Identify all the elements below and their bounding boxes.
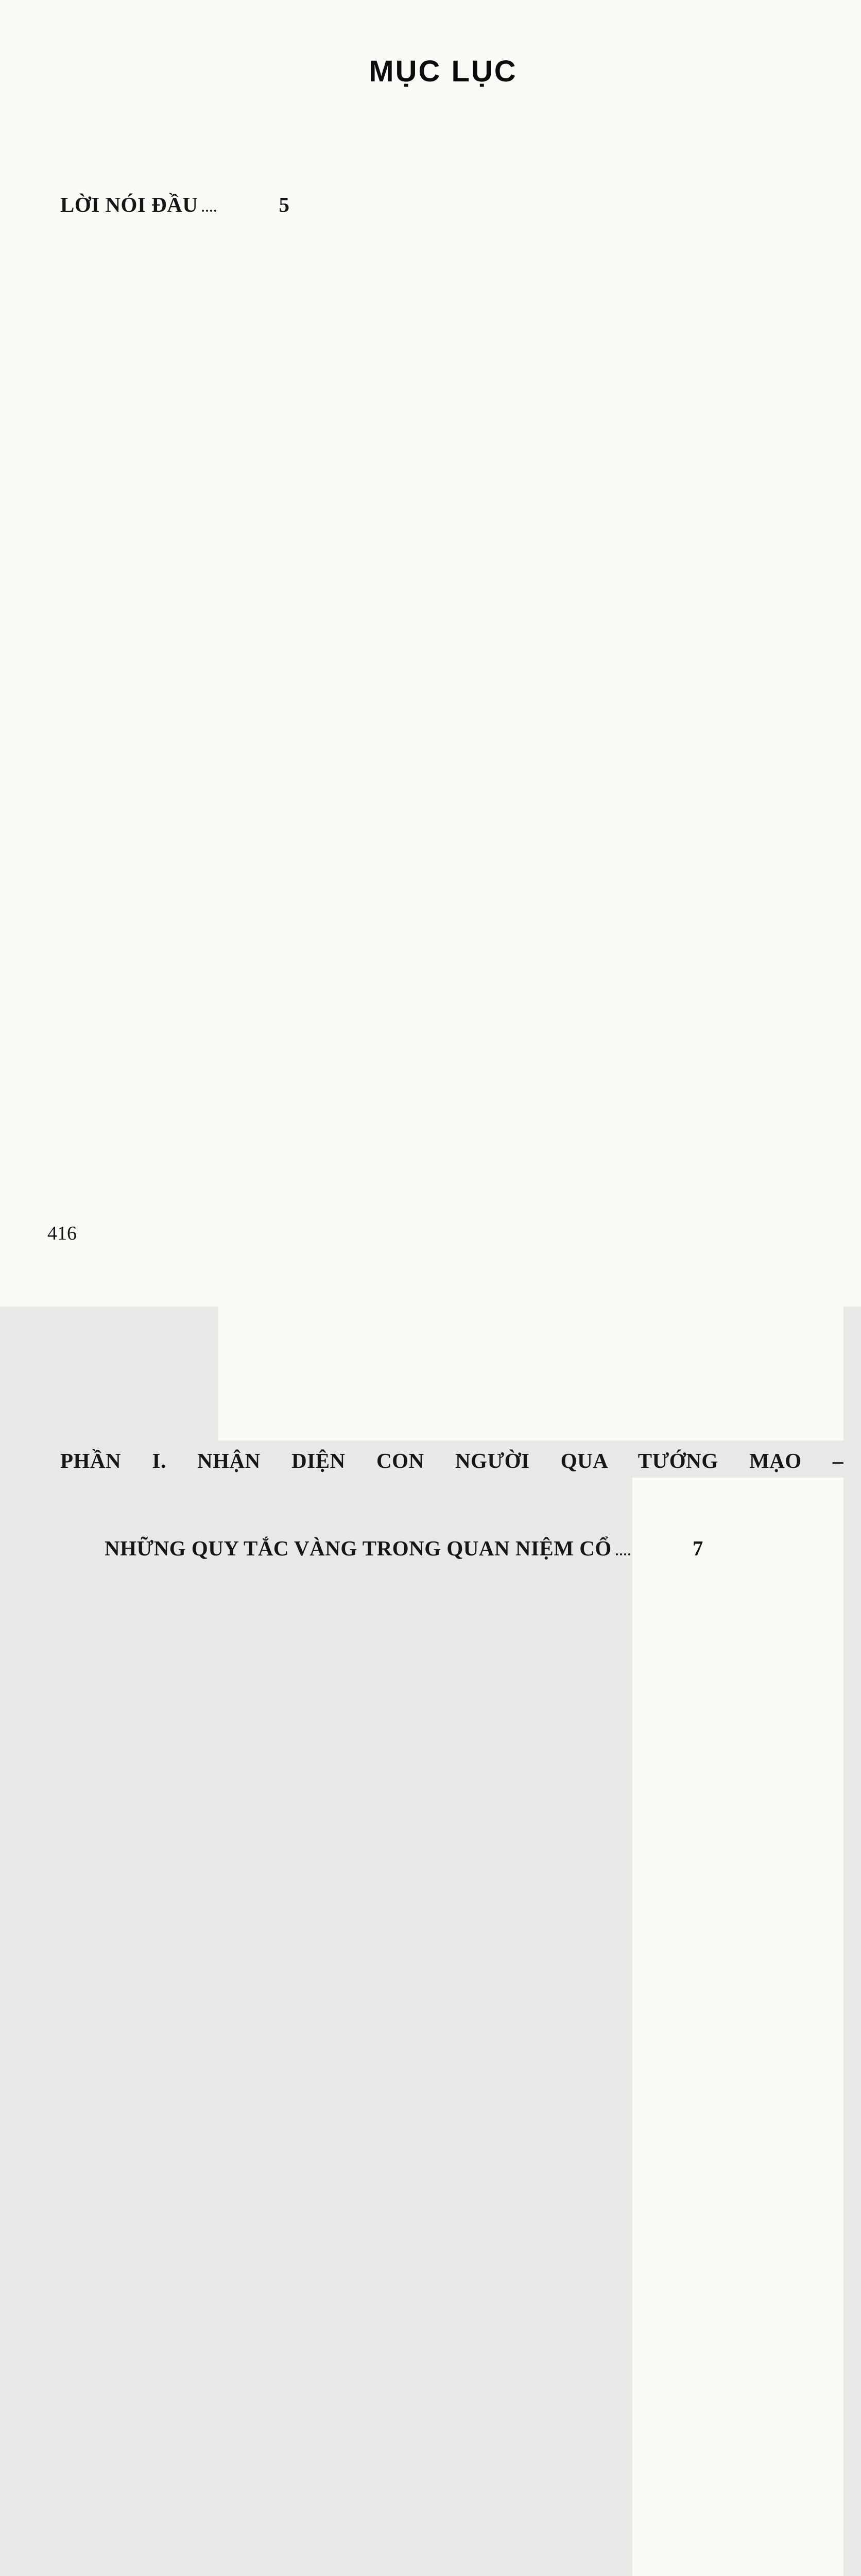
toc-entry-row [60,134,843,1440]
toc-entry [60,1444,843,2576]
toc-entry-text: PHẦN I. NHẬN DIỆN CON NGƯỜI QUA TƯỚNG MẠO – [60,1449,843,1472]
dotted-leader [202,210,216,212]
toc-list [60,134,843,2576]
toc-entry-row [105,1478,843,2576]
page-number: 416 [47,1223,77,1244]
toc-entry-text: LỜI NÓI ĐẦU [60,193,198,216]
toc-title: MỤC LỤC [369,55,518,88]
toc-entry-text: NHỮNG QUY TẮC VÀNG TRONG QUAN NIỆM CỔ [105,1536,612,1560]
toc-page-number: 5 [218,134,843,1440]
dotted-leader [616,1553,630,1555]
toc-page-number: 7 [632,1478,843,2576]
toc-entry [60,134,843,1440]
